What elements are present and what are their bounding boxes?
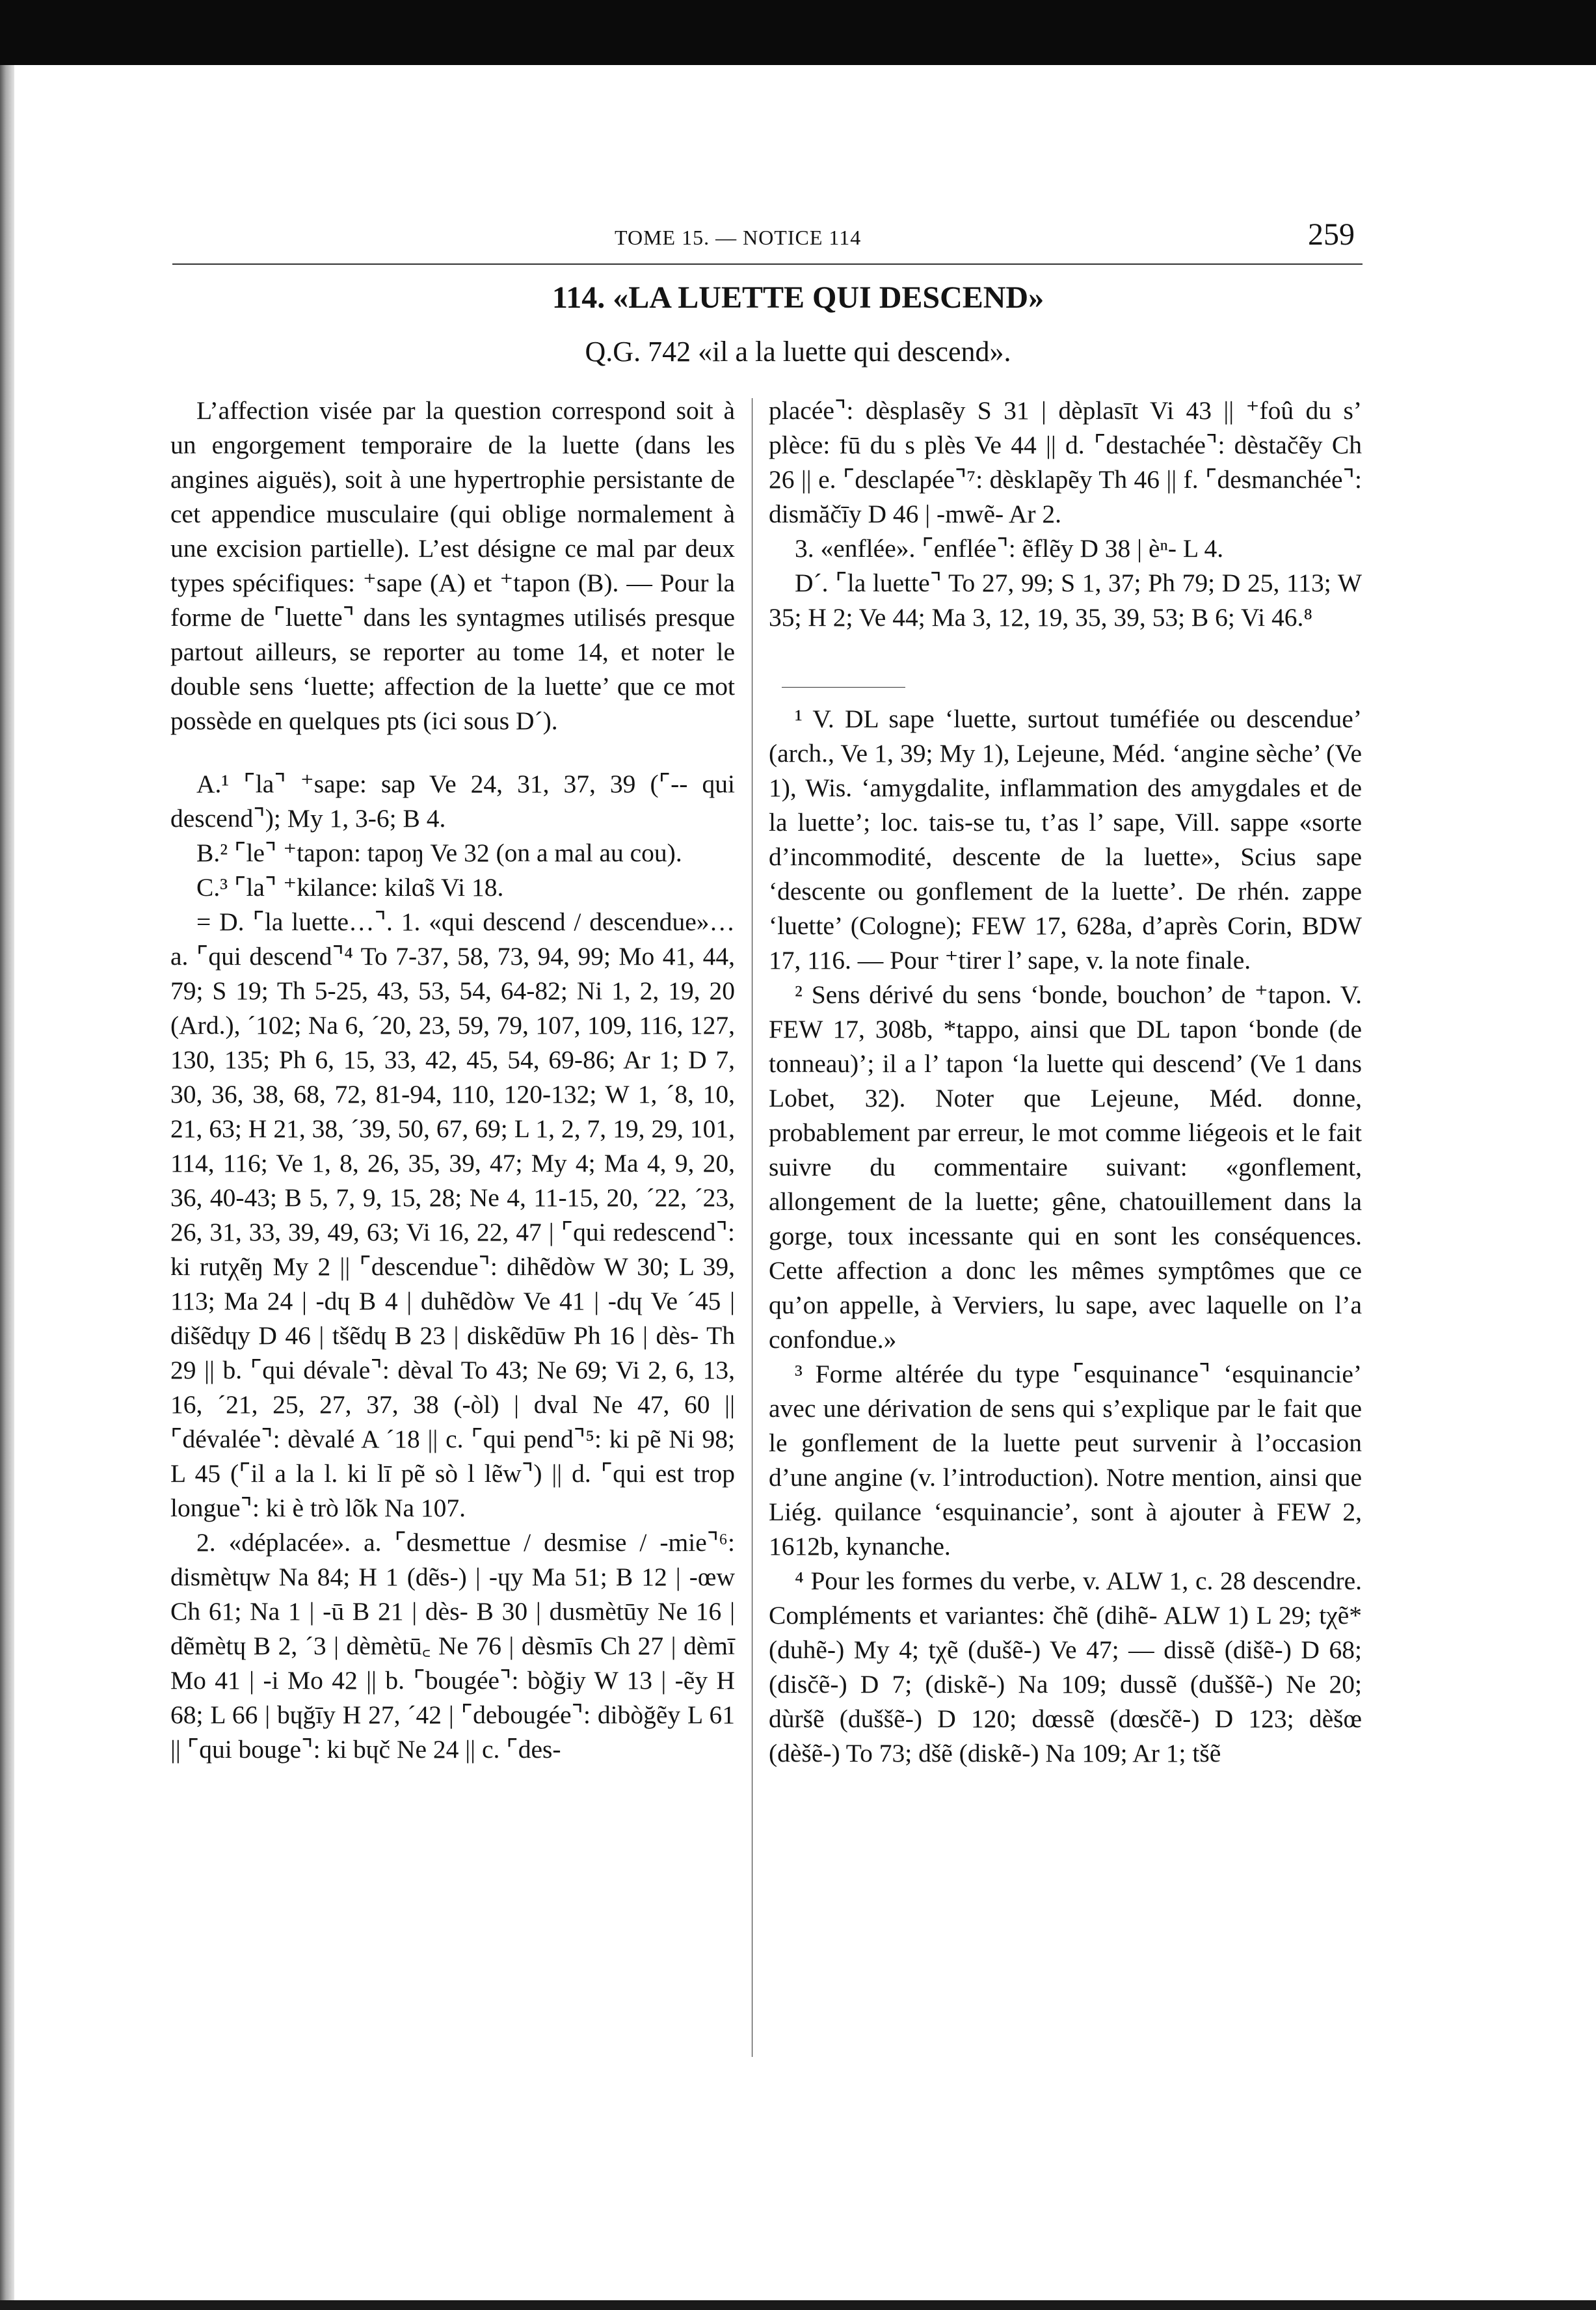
footnote-rule (782, 687, 905, 688)
footnote-4: ⁴ Pour les formes du verbe, v. ALW 1, c. 28 descendre. Compléments et variantes: čhẽ (dihẽ- ALW 1) L 29; tχẽ* (duhẽ-) My 4; tχẽ (dušẽ-) Ve 47; — dissẽ (dišẽ-) D 68; (disčẽ-) D 7; (diskẽ-) Na 109; dussẽ (duššẽ-) Ne 20; dùršẽ (duššẽ-) D 120; dœssẽ (dœsčẽ-) D 123; dèšœ (dèšẽ-) To 73; dšẽ (diskẽ-) Na 109; Ar 1; tšẽ (769, 1566, 1362, 1767)
intro-paragraph: L’affection visée par la question correspond soit à un engorgement temporaire de la luette (dans les angines aiguës), soit à une hypertrophie persistante de cet appendice musculaire (qui oblige normalement à une excision partielle). L’est désigne ce mal par deux types spécifiques: ⁺sape (A) et ⁺tapon (B). — Pour la forme de ⌜luette⌝ dans les syntagmes utilisés presque partout ailleurs, se reporter au tome 14, et noter le double sens ‘luette; affection de la luette’ que ce mot possède en quelques pts (ici sous D´). (170, 396, 735, 735)
entry-d2-continued: placée⌝: dèsplasẽy S 31 | dèplasīt Vi 43 || ⁺foû du s’ plèce: fū du s plès Ve 44 || d. ⌜destachée⌝: dèstačẽy Ch 26 || e. ⌜desclapée⌝⁷: dèsklapẽy Th 46 || f. ⌜desmanchée⌝: dismăčīy D 46 | -mwẽ- Ar 2. (769, 396, 1362, 528)
scan-bottom-band (0, 2300, 1596, 2310)
entry-d1: = D. ⌜la luette…⌝. 1. «qui descend / descendue»… a. ⌜qui descend⌝⁴ To 7-37, 58, 73, 94, 99; Mo 41, 44, 79; S 19; Th 5-25, 43, 53, 54, 64-82; Ni 1, 2, 19, 20 (Ard.), ´102; Na 6, ´20, 23, 59, 79, 107, 109, 116, 127, 130, 135; Ph 6, 15, 33, 42, 45, 54, 69-86; Ar 1; D 7, 30, 36, 38, 68, 72, 81-94, 110, 120-132; W 1, ´8, 10, 21, 63; H 21, 38, ´39, 50, 67, 69; L 1, 2, 7, 19, 29, 101, 114, 116; Ve 1, 8, 26, 35, 39, 47; My 4; Ma 4, 9, 20, 36, 40-43; B 5, 7, 9, 15, 28; Ne 4, 11-15, 20, ´22, ´23, 26, 31, 33, 39, 49, 63; Vi 16, 22, 47 | ⌜qui redescend⌝: ki rutχẽŋ My 2 || ⌜descendue⌝: dihẽdòw W 30; L 39, 113; Ma 24 | -dɥ B 4 | duhẽdòw Ve 41 | -dɥ Ve ´45 | dišẽdɥy D 46 | tšẽdɥ B 23 | diskẽdūw Ph 16 | dès- Th 29 || b. ⌜qui dévale⌝: dèval To 43; Ne 69; Vi 2, 6, 13, 16, ´21, 25, 27, 37, 38 (-òl) | dval Ne 47, 60 || ⌜dévalée⌝: dèvalé A ´18 || c. ⌜qui pend⌝⁵: ki pẽ Ni 98; L 45 (⌜il a la l. ki lī pẽ sò l lẽw⌝) || d. ⌜qui est trop longue⌝: ki è trò lõk Na 107. (170, 907, 735, 1522)
right-column (769, 394, 1362, 1771)
running-head (172, 218, 1363, 265)
entry-c: C.³ ⌜la⌝ ⁺kilance: kilɑ̃s Vi 18. (196, 873, 504, 902)
scan-top-band (0, 0, 1596, 65)
entry-d3: 3. «enflée». ⌜enflée⌝: ẽflẽy D 38 | èⁿ- L 4. (795, 534, 1224, 563)
page-number: 259 (1308, 217, 1355, 252)
notice-title: 114. «LA LUETTE QUI DESCEND» (552, 280, 1044, 315)
running-title: TOME 15. — NOTICE 114 (615, 226, 862, 249)
footnote-2: ² Sens dérivé du sens ‘bonde, bouchon’ de ⁺tapon. V. FEW 17, 308b, *tappo, ainsi que DL tapon ‘bonde (de tonneau)’; il a l’ tapon ‘la luette qui descend’ (Ve 1 dans Lobet, 32). Noter que Lejeune, Méd. donne, probablement par erreur, le mot comme liégeois et le fait suivre du commentaire suivant: «gonflement, allongement de la luette; gêne, chatouillement dans la gorge, toux incessante qui en sont les conséquences. Cette affection a donc les mêmes symptômes que ce qu’on appelle, à Verviers, lu sape, avec laquelle on l’a confondue.» (769, 980, 1362, 1354)
entry-d2: 2. «déplacée». a. ⌜desmettue / desmise / -mie⌝⁶: dismètɥw Na 84; H 1 (dẽs-) | -ɥy Ma 51; B 12 | -œw Ch 61; Na 1 | -ū B 21 | dès- B 30 | dusmètūy Ne 16 | dẽmètɥ B 2, ´3 | dèmètū꜀ Ne 76 | dèsmīs Ch 27 | dèmī Mo 41 | -i Mo 42 || b. ⌜bougée⌝: bòğiy W 13 | -ẽy H 68; L 66 | bɥğīy H 27, ´42 | ⌜debougée⌝: dibòğẽy L 61 || ⌜qui bouge⌝: ki bɥč Ne 24 || c. ⌜des- (170, 1528, 735, 1764)
footnote-1: ¹ V. DL sape ‘luette, surtout tuméfiée ou descendue’ (arch., Ve 1, 39; My 1), Lejeune, Méd. ‘angine sèche’ (Ve 1), Wis. ‘amygdalite, inflammation des amygdales et de la luette’; loc. tais-se tu, t’as l’ sape, Vill. sappe «sorte d’incommodité, descente de la luette», Scius sape ‘descente ou gonflement de la luette’. De rhén. zappe ‘luette’ (Cologne); FEW 17, 628a, d’après Corin, BDW 17, 116. — Pour ⁺tirer l’ sape, v. la note finale. (769, 705, 1362, 974)
scan-left-edge (0, 65, 14, 2310)
footnote-3: ³ Forme altérée du type ⌜esquinance⌝ ‘esquinancie’ avec une dérivation de sens qui s’explique par le fait que le gonflement de la luette peut survenir à l’occasion d’une angine (v. l’introduction). Notre mention, ainsi que Liég. quilance ‘esquinancie’, sont à ajouter à FEW 2, 1612b, kynanche. (769, 1360, 1362, 1561)
entry-a: A.¹ ⌜la⌝ ⁺sape: sap Ve 24, 31, 37, 39 (⌜-- qui descend⌝); My 1, 3-6; B 4. (170, 770, 735, 833)
question-reference: Q.G. 742 «il a la luette qui descend». (585, 336, 1011, 368)
entry-d-prime: D´. ⌜la luette⌝ To 27, 99; S 1, 37; Ph 79; D 25, 113; W 35; H 2; Ve 44; Ma 3, 12, 19, 35, 39, 53; B 6; Vi 46.⁸ (769, 569, 1362, 632)
entry-b: B.² ⌜le⌝ ⁺tapon: tapoŋ Ve 32 (on a mal au cou). (196, 839, 682, 867)
left-column (170, 394, 735, 1767)
